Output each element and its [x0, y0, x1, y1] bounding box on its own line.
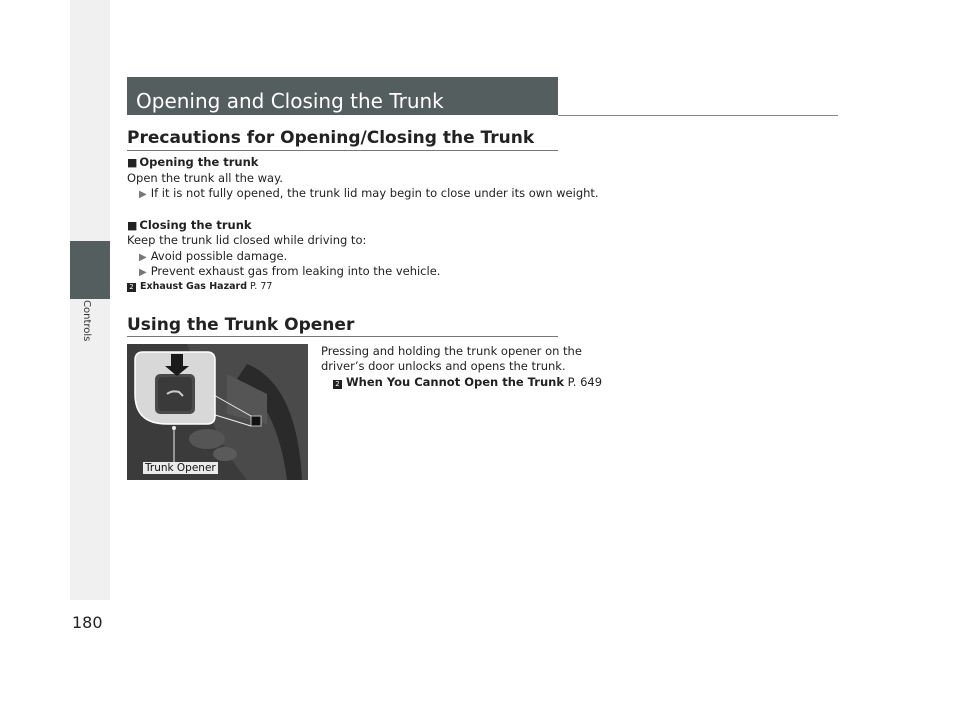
- list-item: ▶ Avoid possible damage.: [139, 249, 288, 263]
- subheading-opening: ■ Opening the trunk: [127, 155, 259, 169]
- trunk-opener-body-line: driver’s door unlocks and opens the trunk.: [321, 359, 566, 373]
- reference-icon: 2: [127, 283, 136, 292]
- square-bullet-icon: ■: [127, 219, 138, 232]
- section-rule: [127, 336, 558, 337]
- reference-link-exhaust[interactable]: 2 Exhaust Gas Hazard P. 77: [127, 281, 272, 292]
- sidebar-tab: [70, 241, 110, 299]
- arrow-icon: ▶: [139, 252, 147, 263]
- arrow-icon: ▶: [139, 189, 147, 200]
- reference-icon: 2: [333, 380, 342, 389]
- sidebar-label: Controls: [81, 300, 92, 342]
- closing-body: Keep the trunk lid closed while driving to:: [127, 233, 367, 247]
- section-rule: [127, 150, 558, 151]
- square-bullet-icon: ■: [127, 156, 138, 169]
- section-title-precautions: Precautions for Opening/Closing the Trunk: [127, 128, 535, 148]
- page-number: 180: [72, 613, 103, 632]
- trunk-opener-photo: [127, 344, 308, 480]
- banner-rule: [558, 115, 838, 116]
- list-item: ▶ Prevent exhaust gas from leaking into the vehicle.: [139, 264, 441, 278]
- subheading-closing: ■ Closing the trunk: [127, 218, 252, 232]
- door-panel-illustration: [127, 344, 308, 480]
- arrow-icon: ▶: [139, 267, 147, 278]
- page-title: Opening and Closing the Trunk: [127, 77, 558, 115]
- opening-body: Open the trunk all the way.: [127, 171, 283, 185]
- image-caption-trunk-opener: Trunk Opener: [145, 462, 216, 474]
- list-item: ▶ If it is not fully opened, the trunk lid may begin to close under its own weight.: [139, 186, 599, 200]
- trunk-opener-body-line: Pressing and holding the trunk opener on the: [321, 344, 582, 358]
- section-title-trunk-opener: Using the Trunk Opener: [127, 315, 355, 335]
- reference-link-cannot-open[interactable]: 2 When You Cannot Open the Trunk P. 649: [333, 375, 602, 389]
